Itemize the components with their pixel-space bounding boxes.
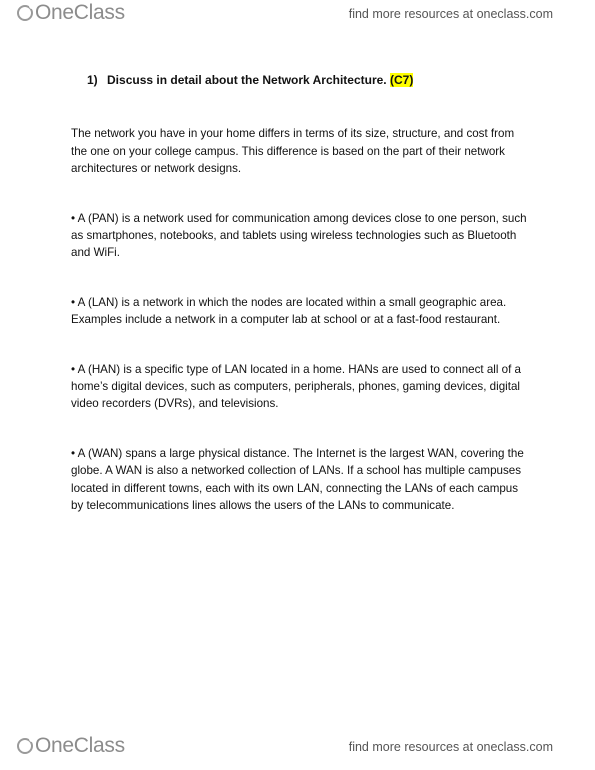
resources-link[interactable]: find more resources at oneclass.com [348, 7, 553, 21]
footer-oneclass-logo[interactable] [17, 735, 125, 756]
paragraph-han: • A (HAN) is a specific type of LAN located in a home. HANs are used to connect all of a home’s digital devices, such as computers, peripherals, phones, gaming devices, digital video recorders (DVRs), and televisions. [71, 362, 521, 411]
paragraph-pan: • A (PAN) is a network used for communication among devices close to one person, such as smartphones, notebooks, and tablets using wireless technologies such as Bluetooth and WiFi. [71, 211, 527, 260]
document-body [71, 72, 531, 547]
oneclass-logo[interactable] [17, 2, 125, 23]
header-bar [0, 0, 595, 32]
question-heading [87, 72, 531, 89]
question-text: Discuss in detail about the Network Architecture. [107, 73, 387, 87]
oneclass-logo-icon [17, 738, 33, 754]
logo-text: OneClass [35, 1, 125, 24]
footer-resources-link[interactable]: find more resources at oneclass.com [348, 740, 553, 754]
footer-logo-text: OneClass [35, 734, 125, 757]
paragraph-lan: • A (LAN) is a network in which the nodes are located within a small geographic area. Examples include a network in a computer lab at school or at a fast-food restaurant. [71, 295, 507, 327]
footer-bar [0, 733, 595, 765]
paragraph-wan: • A (WAN) spans a large physical distance. The Internet is the largest WAN, covering the globe. A WAN is also a networked collection of LANs. If a school has multiple campuses located in different towns, each with its own LAN, connecting the LANs of each campus by telecommunications lines allows the users of the LANs to communicate. [71, 446, 524, 513]
question-number: 1) [87, 73, 98, 87]
question-code: (C7) [389, 73, 414, 87]
paragraph-intro: The network you have in your home differs in terms of its size, structure, and cost from the one on your college campus. This difference is based on the part of their network architectures or network designs. [71, 127, 515, 176]
oneclass-logo-icon [17, 5, 33, 21]
